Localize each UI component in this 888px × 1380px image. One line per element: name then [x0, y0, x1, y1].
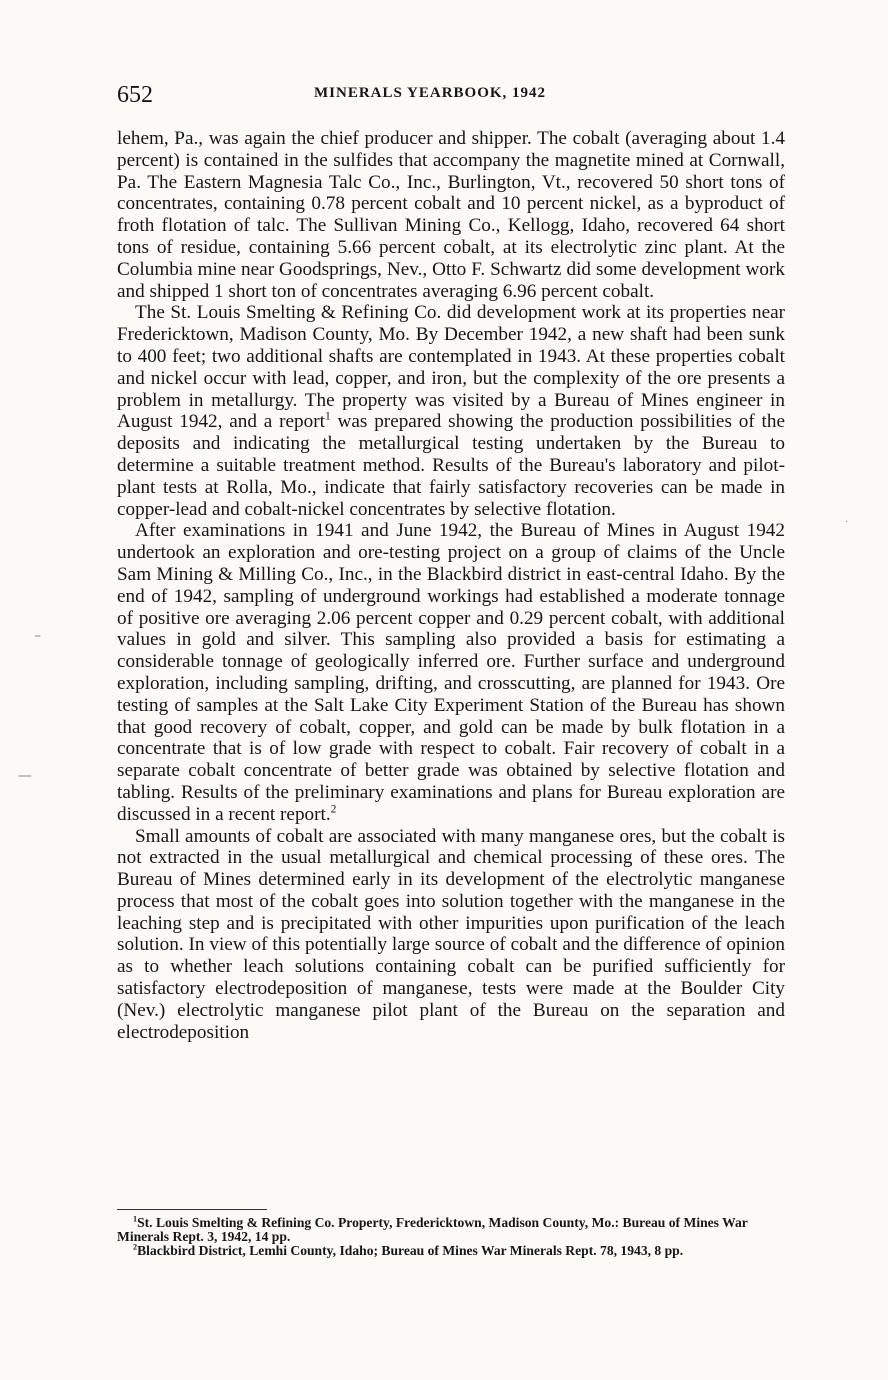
paragraph-manganese: Small amounts of cobalt are associated with many manganese ores, but the cobalt is not extracted in the usual metallurgical and chemical processing of these ores. The Bureau of Mines determined early in its development of the electrolytic manganese process that most of the cobalt goes into solution together with the manganese in the leaching step and is precipitated with other impurities upon purification of the leach solution. In view of this potentially large source of cobalt and the difference of opinion as to whether leach solutions containing cobalt can be purified sufficiently for satisfactory electrodeposition of manganese, tests were made at the Boulder City (Nev.) electrolytic manganese pilot plant of the Bureau on the separation and electrodeposition	[117, 825, 785, 1043]
footnote-2-text: Blackbird District, Lemhi County, Idaho; Bureau of Mines War Minerals Rept. 78, 1943, 8 pp.	[137, 1242, 684, 1258]
footnote-marker-1: 1	[324, 410, 331, 423]
paragraph-blackbird-text: After examinations in 1941 and June 1942, the Bureau of Mines in August 1942 undertook an exploration and ore-testing project on a group of claims of the Uncle Sam Mining & Milling Co., Inc., in the Blackbird district in east-central Idaho. By the end of 1942, sampling of underground workings had established a moderate tonnage of positive ore averaging 2.06 percent copper and 0.29 percent cobalt, with additional values in gold and silver. This sampling also provided a basis for estimating a considerable tonnage of geologically inferred ore. Further surface and underground exploration, including sampling, drifting, and crosscutting, are planned for 1943. Ore testing of samples at the Salt Lake City Experiment Station of the Bureau has shown that good recovery of cobalt, copper, and gold can be made by bulk flotation in a concentrate that is of low grade with respect to cobalt. Fair recovery of cobalt in a separate cobalt concentrate of better grade was obtained by selective flotation and tabling. Results of the preliminary examinations and plans for Bureau exploration are discussed in a recent report.	[117, 520, 785, 825]
page-number: 652	[117, 82, 153, 108]
footnote-marker-2: 2	[330, 803, 337, 816]
running-head: MINERALS YEARBOOK, 1942	[314, 85, 547, 101]
margin-dash-mark: –	[34, 628, 41, 644]
paragraph-continued: lehem, Pa., was again the chief producer and shipper. The cobalt (averaging about 1.4 percent) is contained in the sulfides that accompany the magnetite mined at Cornwall, Pa. The Eastern Magnesia Talc Co., Inc., Burlington, Vt., recovered 50 short tons of concentrates, containing 0.78 percent cobalt and 10 percent nickel, as a byproduct of froth flotation of talc. The Sullivan Mining Co., Kellogg, Idaho, recovered 64 short tons of residue, containing 5.66 percent cobalt, at its electrolytic zinc plant. At the Columbia mine near Goodsprings, Nev., Otto F. Schwartz did some development work and shipped 1 short ton of concentrates averaging 6.96 percent cobalt.	[117, 128, 785, 302]
body-text	[117, 128, 785, 1043]
footnote-2	[117, 1244, 785, 1258]
paragraph-blackbird	[117, 520, 785, 825]
paragraph-st-louis-part-2: was prepared showing the production possibilities of the deposits and indicating the metallurgical testing undertaken by the Bureau to determine a suitable treatment method. Results of the Bureau's laboratory and pilot-plant tests at Rolla, Mo., indicate that fairly satisfactory recoveries can be made in copper-lead and cobalt-nickel concentrates by selective flotation.	[117, 411, 785, 520]
footnote-rule	[117, 1209, 267, 1210]
paragraph-st-louis	[117, 302, 785, 520]
paragraph-st-louis-part-1: The St. Louis Smelting & Refining Co. did development work at its properties near Fredericktown, Madison County, Mo. By December 1942, a new shaft had been sunk to 400 feet; two additional shafts are contemplated in 1943. At these properties cobalt and nickel occur with lead, copper, and iron, but the complexity of the ore presents a problem in metallurgy. The property was visited by a Bureau of Mines engineer in August 1942, and a report	[117, 302, 785, 433]
margin-dot-mark: ·	[845, 517, 849, 528]
footnote-2-mark: 2	[133, 1242, 138, 1252]
footnotes	[117, 1216, 785, 1257]
margin-dash-mark: —	[18, 768, 32, 784]
page-header	[117, 80, 785, 110]
footnote-1	[117, 1216, 785, 1244]
footnote-1-mark: 1	[133, 1214, 138, 1224]
footnote-1-text: St. Louis Smelting & Refining Co. Property, Fredericktown, Madison County, Mo.: Bureau of Mines War Minerals Rept. 3, 1942, 14 pp.	[117, 1215, 748, 1244]
